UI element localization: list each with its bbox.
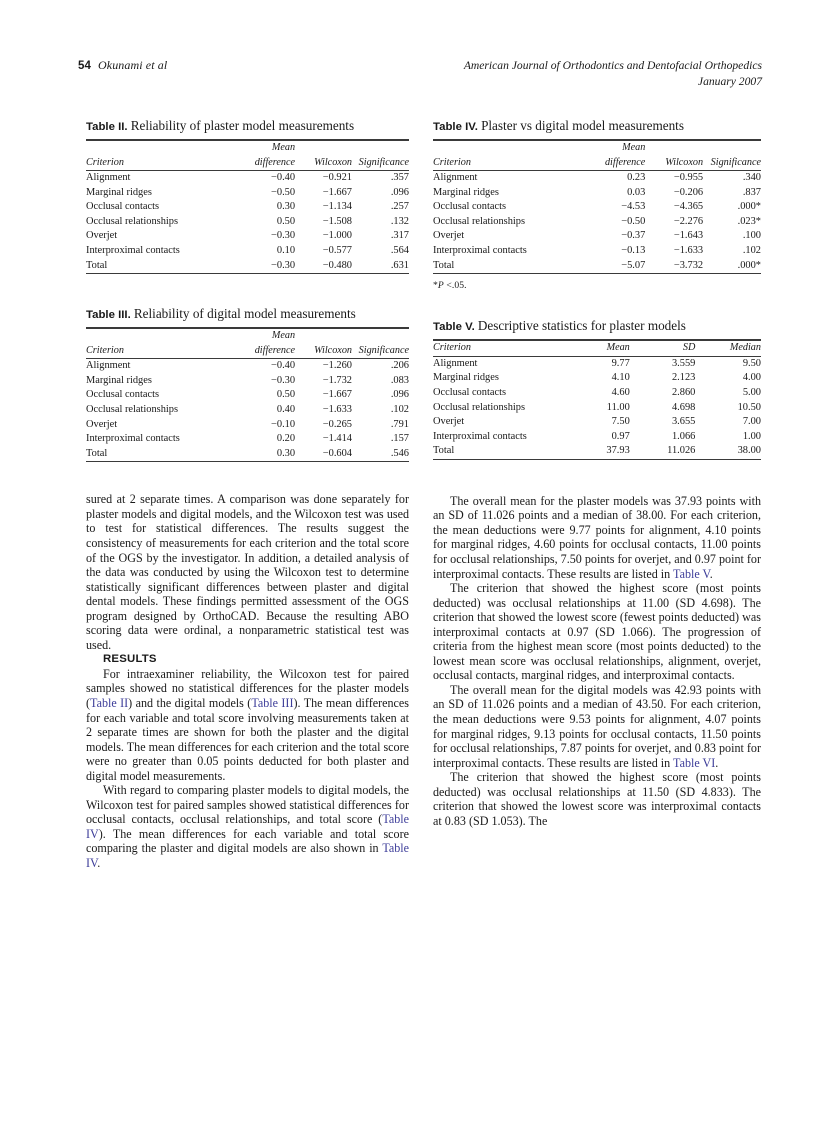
table-5-header-median: Median: [695, 340, 761, 356]
table-row: Overjet 7.50 3.655 7.00: [433, 416, 761, 428]
table-row: Marginal ridges −0.30 −1.732 .083: [86, 374, 409, 386]
table-5-body: [433, 356, 761, 459]
table-2-grid: [86, 139, 409, 274]
table-4-title: Plaster vs digital model measurements: [481, 118, 684, 133]
paragraph-continued: sured at 2 separate times. A comparison was done separately for plaster models and digital models, and the Wilcoxon test was used to test for statistical differences. The results suggest the consistency of measurements for each criterion and the total score of the OGS by the investigator. In addition, a detailed analysis of the data was conducted by using the Wilcoxon test to determine statistically significant differences between plaster and digital dental models. These findings permitted assessment of the OGS program designed by OrthoCAD. Because the resulting ABO scoring data were ordinal, a nonparametric statistical test was used.: [86, 492, 409, 652]
right-paragraph-2: The criterion that showed the highest score (most points deducted) was occlusal relationships at 11.00 (SD 4.698). The criterion that showed the lowest score (fewest points deducted) was interproximal contacts at 0.97 (SD 1.066). The progression of criteria from the highest mean score (most points deducted) to the lowest mean score was occlusal relationships, alignment, overjet, occlusal contacts, marginal ridges, and interproximal contacts.: [433, 581, 761, 683]
running-head: [78, 58, 762, 98]
table-row: Overjet −0.10 −0.265 .791: [86, 418, 409, 430]
table-5-caption: [433, 318, 761, 335]
table-2-caption: [86, 118, 409, 135]
table-5-header-sd: SD: [630, 340, 696, 356]
table-4-header-wilcoxon: Wilcoxon: [645, 156, 703, 171]
table-row: Overjet −0.30 −1.000 .317: [86, 230, 409, 242]
table-4: [433, 118, 761, 291]
table-row: Occlusal relationships 0.50 −1.508 .132: [86, 215, 409, 227]
right-paragraph-3: The overall mean for the digital models was 42.93 points with an SD of 11.026 points and a median of 43.50. For each criterion, the mean deductions were 9.53 points for alignment, 4.07 points for marginal ridges, 9.13 points for occlusal contacts, 11.50 points for occlusal relationships, 7.87 points for overjet, and 0.83 point for interproximal contacts. These results are listed in Table VI.: [433, 682, 761, 770]
table-4-header-criterion: Criterion: [433, 156, 587, 171]
table-5: [433, 318, 761, 460]
table-5-title: Descriptive statistics for plaster models: [477, 318, 686, 334]
running-head-right: [464, 58, 762, 90]
table-5-header-mean: Mean: [564, 340, 630, 356]
table-2-header-mean-diff: difference: [238, 156, 295, 171]
table-row: Occlusal relationships −0.50 −2.276 .023*: [433, 215, 761, 227]
table-row: Total 0.30 −0.604 .546: [86, 447, 409, 459]
table-3-caption: [86, 306, 409, 323]
table-row: Alignment −0.40 −1.260 .206: [86, 360, 409, 372]
table-2-header-criterion: Criterion: [86, 156, 238, 171]
right-paragraph-4: The criterion that showed the highest score (most points deducted) was occlusal relationships at 11.50 (SD 4.833). The criterion that showed the lowest score was interproximal contacts at 0.83 (SD 1.053). The: [433, 770, 761, 828]
table-row: Alignment −0.40 −0.921 .357: [86, 172, 409, 184]
table-5-header-criterion: Criterion: [433, 340, 564, 356]
running-head-author: Okunami et al: [98, 58, 168, 72]
table-row: Interproximal contacts 0.97 1.066 1.00: [433, 430, 761, 442]
table-2-title: Reliability of plaster model measurements: [130, 118, 355, 133]
table-2-number: Table II.: [86, 121, 128, 133]
table-row: Overjet −0.37 −1.643 .100: [433, 230, 761, 242]
page-number: 54: [78, 60, 91, 72]
table-row: Interproximal contacts 0.10 −0.577 .564: [86, 245, 409, 257]
table-row: Marginal ridges 4.10 2.123 4.00: [433, 372, 761, 384]
table-2-header-row: [86, 156, 409, 171]
table-row: Total 37.93 11.026 38.00: [433, 445, 761, 457]
spacer: [433, 291, 761, 318]
table-row: Marginal ridges −0.50 −1.667 .096: [86, 186, 409, 198]
table-2-header-meanline: [86, 140, 409, 156]
table-2-body: [86, 171, 409, 274]
crossref-table-5[interactable]: Table V: [673, 566, 710, 581]
table-row: Total −5.07 −3.732 .000*: [433, 259, 761, 271]
table-3-grid: [86, 327, 409, 462]
table-4-caption: [433, 118, 761, 135]
spacer: [86, 462, 409, 492]
journal-name: American Journal of Orthodontics and Dentofacial Orthopedics: [463, 59, 762, 72]
table-3-header-row: [86, 344, 409, 359]
spacer: [433, 460, 761, 494]
table-row: Interproximal contacts 0.20 −1.414 .157: [86, 433, 409, 445]
right-paragraph-1: The overall mean for the plaster models was 37.93 points with an SD of 11.026 points and a median of 38.00. For each criterion, the mean deductions were 9.77 points for alignment, 4.10 points for marginal ridges, 4.60 points for occlusal contacts, 11.00 points for occlusal relationships, 7.50 points for overjet, and 0.97 point for interproximal contacts. These results are listed in Table V.: [433, 493, 761, 581]
table-2-header-significance: Significance: [352, 156, 409, 171]
table-3-header-mean-diff: difference: [238, 344, 295, 359]
table-row: Occlusal contacts 4.60 2.860 5.00: [433, 386, 761, 398]
left-column-body: [86, 492, 409, 870]
table-2-header-mean-top: Mean: [271, 142, 296, 153]
table-4-header-mean-diff: difference: [587, 156, 645, 171]
crossref-table-4a[interactable]: Table IV: [86, 812, 409, 841]
table-row: Occlusal contacts 0.30 −1.134 .257: [86, 201, 409, 213]
table-3-header-significance: Significance: [352, 344, 409, 359]
table-row: Alignment 0.23 −0.955 .340: [433, 172, 761, 184]
left-column: [86, 118, 409, 871]
running-head-left: [78, 58, 167, 73]
spacer: [86, 274, 409, 306]
crossref-table-4b[interactable]: Table IV: [86, 841, 409, 870]
table-3-header-criterion: Criterion: [86, 344, 238, 359]
table-5-header-row: [433, 340, 761, 356]
table-row: Alignment 9.77 3.559 9.50: [433, 357, 761, 369]
table-3-header-wilcoxon: Wilcoxon: [295, 344, 352, 359]
table-3: [86, 306, 409, 462]
right-column-body: [433, 494, 761, 829]
table-2-header-wilcoxon: Wilcoxon: [295, 156, 352, 171]
table-5-grid: [433, 339, 761, 460]
table-3-header-mean-top: Mean: [271, 330, 296, 342]
table-3-body: [86, 359, 409, 462]
table-row: Marginal ridges 0.03 −0.206 .837: [433, 186, 761, 198]
table-row: Occlusal contacts −4.53 −4.365 .000*: [433, 201, 761, 213]
table-4-number: Table IV.: [433, 121, 478, 133]
table-4-body: [433, 171, 761, 274]
table-4-header-significance: Significance: [703, 156, 761, 171]
table-4-footnote: *P <.05.: [433, 280, 467, 292]
results-paragraph-2: With regard to comparing plaster models to digital models, the Wilcoxon test for paired samples showed statistical differences for occlusal contacts, occlusal relationships, and total score (Table IV). The mean differences for each variable and total score comparing the plaster and digital models are also shown in Table IV.: [86, 783, 409, 870]
table-row: Total −0.30 −0.480 .631: [86, 259, 409, 271]
crossref-table-6[interactable]: Table VI: [673, 755, 716, 770]
table-row: Occlusal relationships 0.40 −1.633 .102: [86, 404, 409, 416]
right-column: [433, 118, 761, 828]
crossref-table-2[interactable]: Table II: [90, 695, 129, 710]
table-4-header-meanline: [433, 140, 761, 156]
table-3-header-meanline: [86, 328, 409, 344]
results-paragraph-1: For intraexaminer reliability, the Wilcoxon test for paired samples showed no statistical differences for the plaster models (Table II) and the digital models (Table III). The mean differences for each variable and total score involving measurements taken at 2 separate times are shown for both the plaster and the digital models. The mean differences for each criterion and the total score were no greater than 0.05 points deducted for both plaster and digital model measurements.: [86, 666, 410, 783]
table-4-header-row: [433, 156, 761, 171]
table-4-grid: [433, 139, 761, 274]
table-row: Occlusal relationships 11.00 4.698 10.50: [433, 401, 761, 413]
table-row: Interproximal contacts −0.13 −1.633 .102: [433, 245, 761, 257]
issue-date: January 2007: [697, 75, 762, 88]
section-heading-results: RESULTS: [103, 653, 157, 666]
table-2: [86, 118, 409, 274]
table-row: Occlusal contacts 0.50 −1.667 .096: [86, 389, 409, 401]
table-5-number: Table V.: [433, 321, 475, 334]
table-4-header-mean-top: Mean: [622, 142, 646, 153]
table-3-number: Table III.: [86, 309, 131, 322]
table-3-title: Reliability of digital model measurements: [133, 306, 356, 322]
crossref-table-3[interactable]: Table III: [251, 695, 294, 710]
